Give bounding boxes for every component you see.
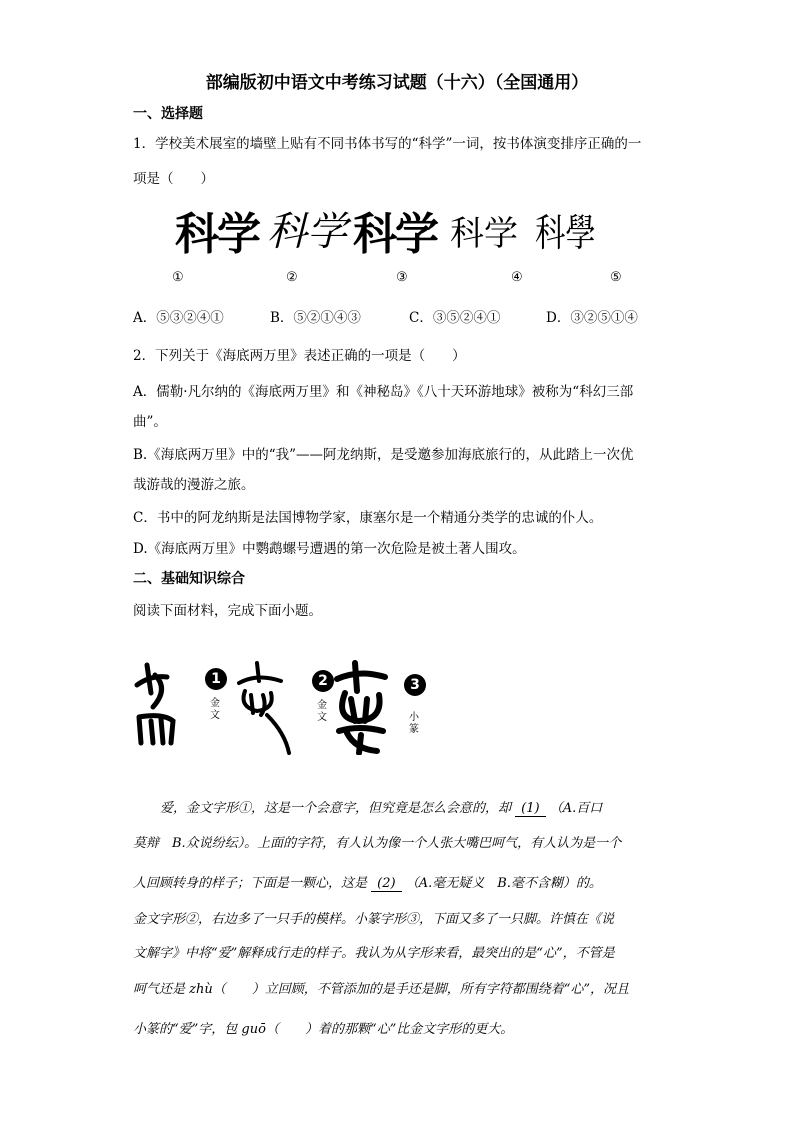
calligraphy-number-3: ③ xyxy=(396,270,408,285)
q2-option-b-line1[interactable]: B.《海底两万里》中的“我”——阿龙纳斯，是受邀参加海底旅行的，从此踏上一次优 xyxy=(133,447,634,463)
calligraphy-sample-2: 科学 xyxy=(267,209,347,254)
blank-2[interactable]: (2) xyxy=(371,876,401,892)
para-line-3 xyxy=(133,872,602,892)
q2-option-a-line1[interactable]: A．儒勒·凡尔纳的《海底两万里》和《神秘岛》《八十天环游地球》被称为“科幻三部 xyxy=(133,384,634,400)
glyph-3-number-badge: 3 xyxy=(404,674,426,696)
q2-stem: 2．下列关于《海底两万里》表述正确的一项是（ ） xyxy=(133,348,466,364)
calligraphy-number-1: ① xyxy=(172,270,184,285)
section-heading-choice: 一、选择题 xyxy=(133,106,203,122)
q1-option-a[interactable]: A．⑤③②④① xyxy=(133,310,224,326)
glyph-1-number-badge: 1 xyxy=(205,668,227,690)
q2-option-c[interactable]: C．书中的阿龙纳斯是法国博物学家，康塞尔是一个精通分类学的忠诚的仆人。 xyxy=(133,510,603,526)
glyph-1-icon xyxy=(137,665,173,743)
calligraphy-sample-1: 科学 xyxy=(175,209,259,260)
para-line-3-tail: （A.毫无疑义 B.毫不含糊）的。 xyxy=(405,876,602,891)
page-title: 部编版初中语文中考练习试题（十六）（全国通用） xyxy=(205,73,589,93)
q1-option-c[interactable]: C．③⑤②④① xyxy=(409,310,501,326)
q1-stem-line2: 项是（ ） xyxy=(133,171,214,187)
q1-option-b[interactable]: B．⑤②①④③ xyxy=(270,310,361,326)
q1-stem-line1: 1．学校美术展室的墙壁上贴有不同书体书写的“科学”一词，按书体演变排序正确的一 xyxy=(133,136,642,152)
q1-option-d[interactable]: D．③②⑤①④ xyxy=(546,310,638,326)
glyph-3-label: 小篆 xyxy=(409,712,419,735)
glyph-2-icon xyxy=(239,663,289,753)
calligraphy-row xyxy=(175,198,625,260)
para-line-6: 呵气还是 zhù（ ）立回顾，不管添加的是手还是脚，所有字符都围绕着“心”，况且 xyxy=(133,982,630,997)
glyph-2-label: 金文 xyxy=(317,700,327,723)
glyph-3-icon xyxy=(337,663,385,753)
q2-option-b-line2[interactable]: 哉游哉的漫游之旅。 xyxy=(133,477,255,493)
calligraphy-sample-5: 科學 xyxy=(535,213,596,255)
calligraphy-number-2: ② xyxy=(286,270,298,285)
para-line-1-text: 爱，金文字形①，这是一个会意字，但究竟是怎么会意的，却 xyxy=(160,801,512,816)
para-line-4: 金文字形②，右边多了一只手的模样。小篆字形③，下面又多了一只脚。许慎在《说 xyxy=(133,912,615,927)
para-line-7: 小篆的“爱”字，包 guō（ ）着的那颗“心”比金文字形的更大。 xyxy=(133,1022,514,1037)
section-heading-basics: 二、基础知识综合 xyxy=(133,571,245,587)
ancient-glyphs-illustration xyxy=(133,655,433,755)
calligraphy-number-5: ⑤ xyxy=(610,270,622,285)
glyph-2-number-badge: 2 xyxy=(312,670,334,692)
q2-option-a-line2[interactable]: 曲”。 xyxy=(133,414,167,430)
ai-glyph-figure xyxy=(133,655,433,755)
q2-option-d[interactable]: D.《海底两万里》中鹦鹉螺号遭遇的第一次危险是被土著人围攻。 xyxy=(133,541,526,557)
calligraphy-number-4: ④ xyxy=(511,270,523,285)
glyph-1-label: 金文 xyxy=(210,698,220,721)
calligraphy-sample-4: 科学 xyxy=(450,214,518,254)
para-line-5: 文解字》中将“爱”解释成行走的样子。我认为从字形来看，最突出的是“心”，不管是 xyxy=(133,946,615,961)
para-line-1 xyxy=(160,797,602,817)
para-line-2: 莫辩 B.众说纷纭）。上面的字符，有人认为像一个人张大嘴巴呵气，有人认为是一个 xyxy=(133,836,622,851)
reading-intro: 阅读下面材料，完成下面小题。 xyxy=(133,603,322,619)
calligraphy-sample-3: 科学 xyxy=(353,209,437,260)
blank-1[interactable]: (1) xyxy=(515,801,545,817)
para-line-3-text: 人回顾转身的样子；下面是一颗心，这是 xyxy=(133,876,368,891)
para-line-1-tail: （A.百口 xyxy=(549,801,603,816)
